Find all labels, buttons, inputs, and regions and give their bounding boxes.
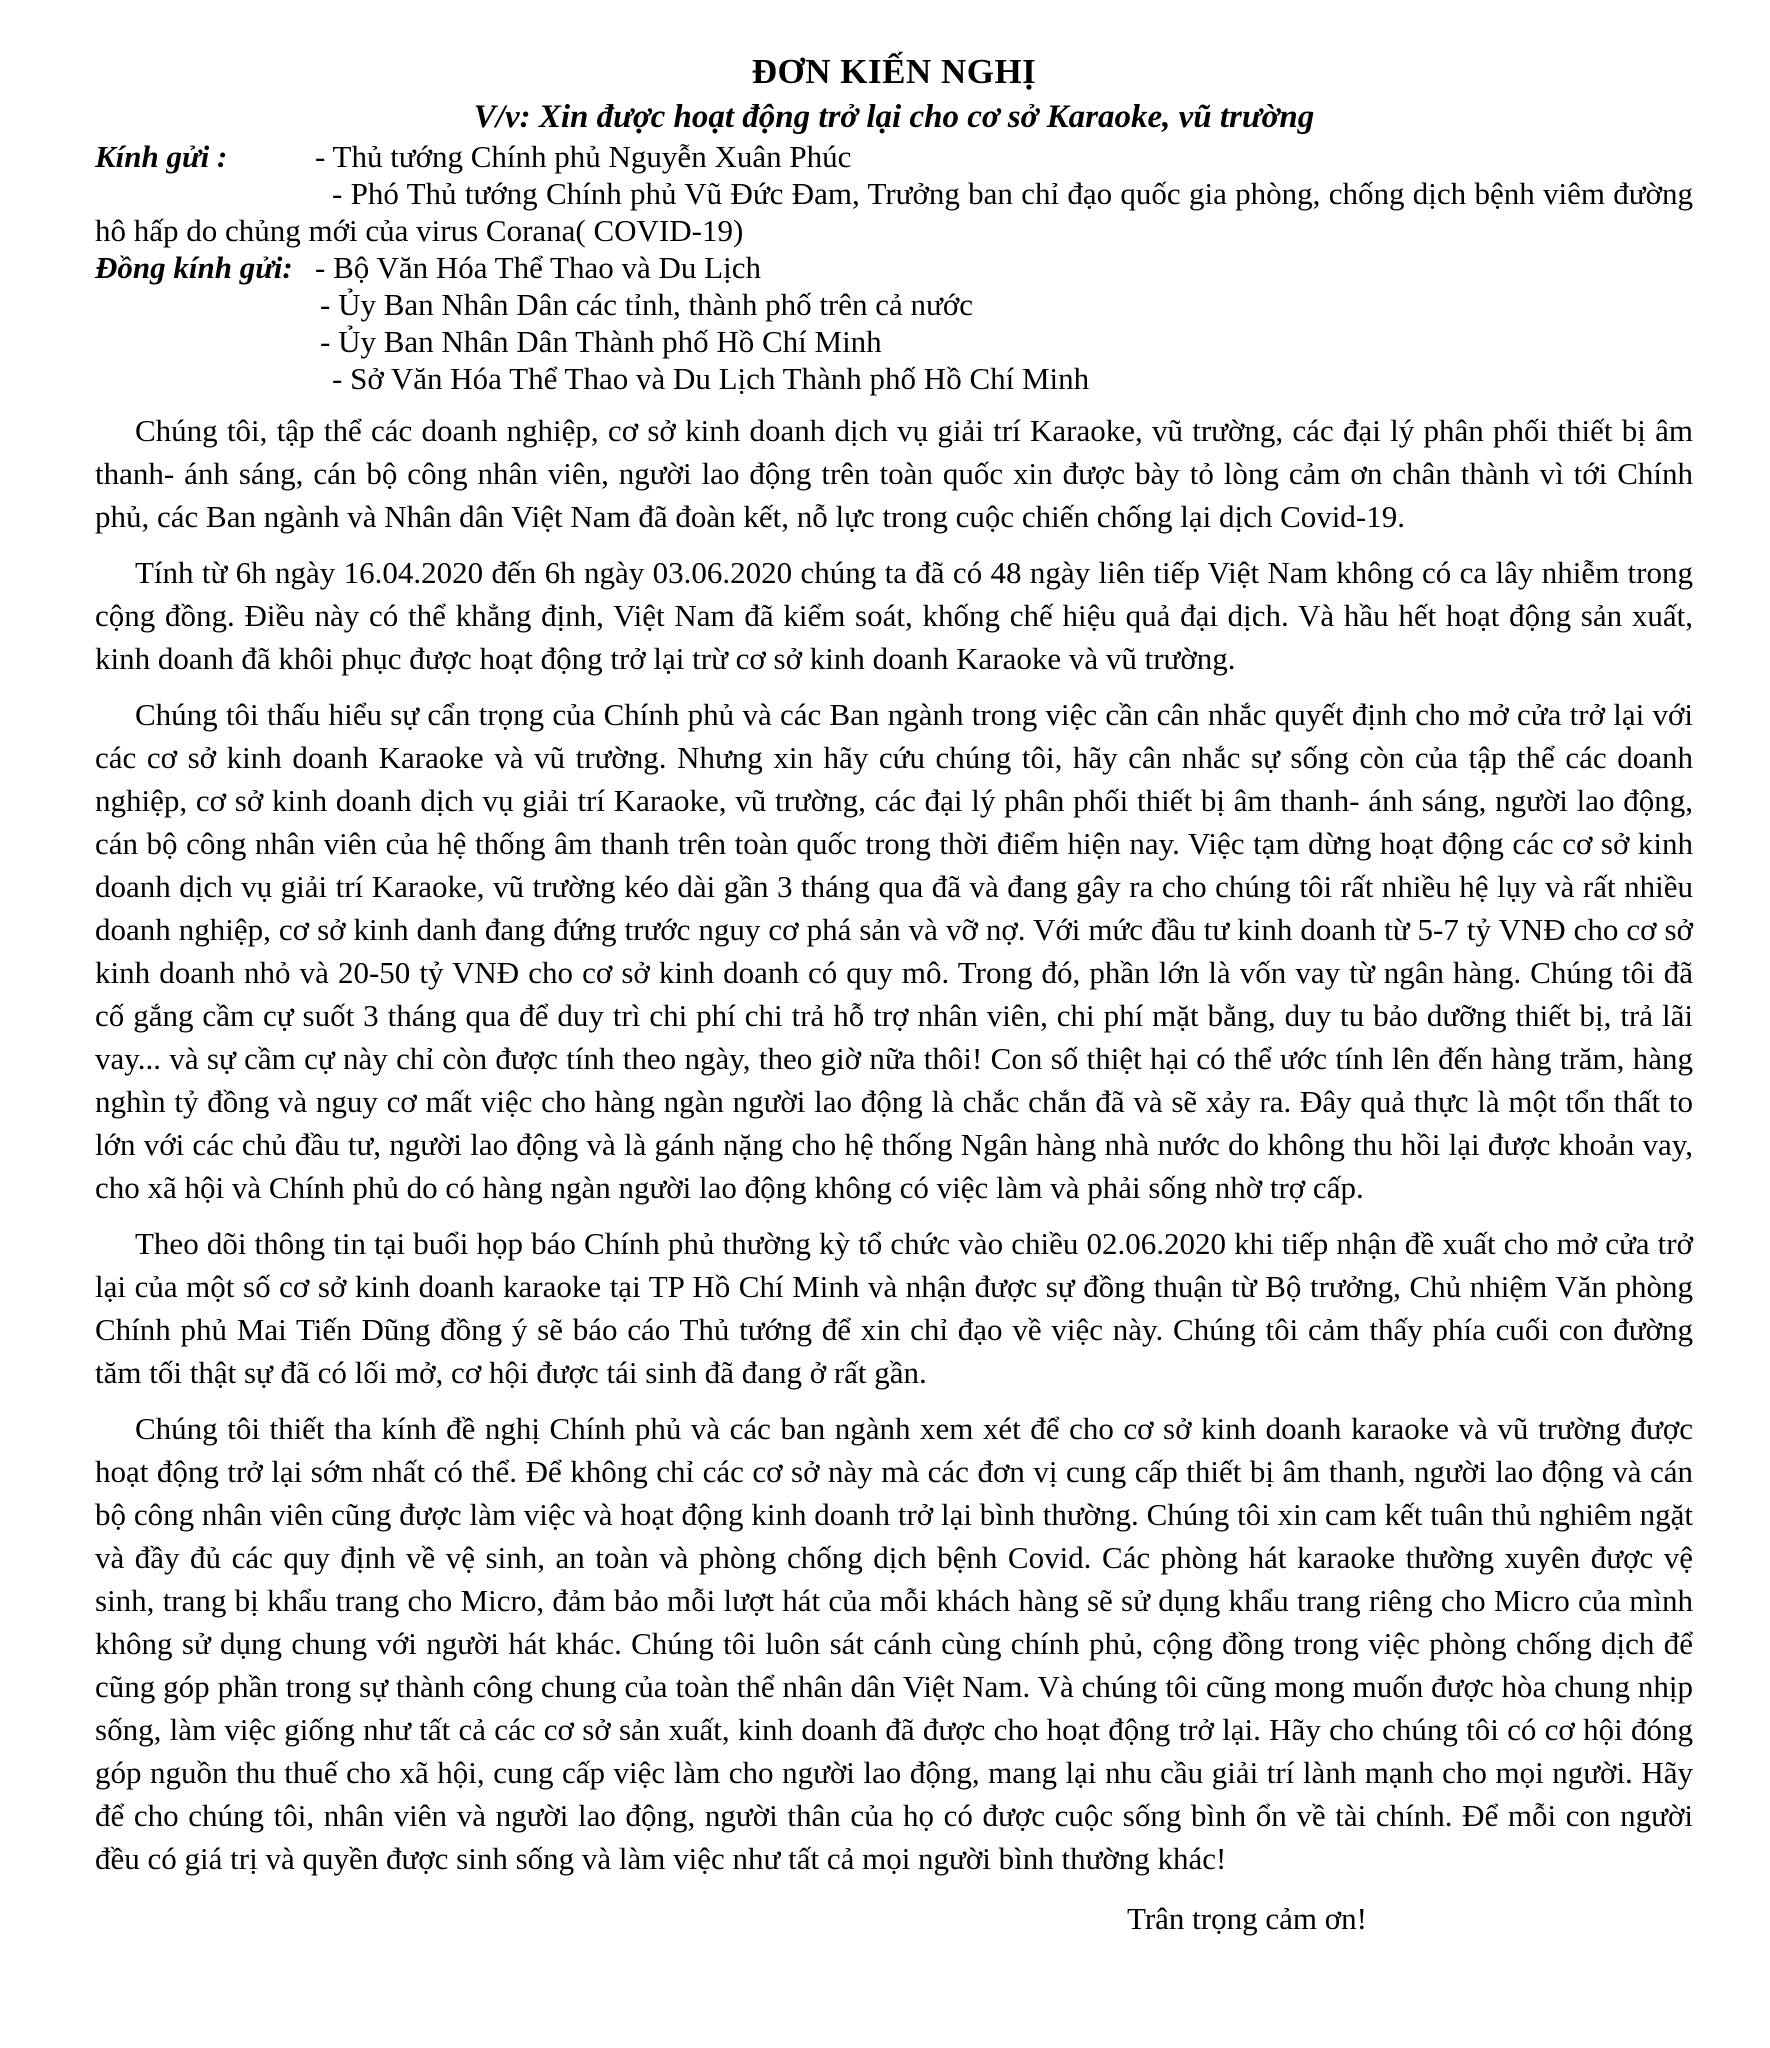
recipients-cc-label: Đồng kính gửi: bbox=[95, 250, 293, 285]
body-paragraph: Chúng tôi, tập thể các doanh nghiệp, cơ sở kinh doanh dịch vụ giải trí Karaoke, vũ trường, các đại lý phân phối thiết bị âm thanh- ánh sáng, cán bộ công nhân viên, người lao động trên toàn quốc xin được bày tỏ lòng cảm ơn chân thành vì tới Chính phủ, các Ban ngành và Nhân dân Việt Nam đã đoàn kết, nỗ lực trong cuộc chiến chống lại dịch Covid-19. bbox=[95, 413, 1693, 534]
recipients-primary-row bbox=[95, 138, 1693, 175]
recipient-line: - Sở Văn Hóa Thể Thao và Du Lịch Thành phố Hồ Chí Minh bbox=[332, 361, 1090, 396]
closing-salutation: Trân trọng cảm ơn! bbox=[1127, 1901, 1367, 1936]
body-paragraph: Tính từ 6h ngày 16.04.2020 đến 6h ngày 03.06.2020 chúng ta đã có 48 ngày liên tiếp Việt Nam không có ca lây nhiễm trong cộng đồng. Điều này có thể khẳng định, Việt Nam đã kiểm soát, khống chế hiệu quả đại dịch. Và hầu hết hoạt động sản xuất, kinh doanh đã khôi phục được hoạt động trở lại trừ cơ sở kinh doanh Karaoke và vũ trường. bbox=[95, 555, 1693, 676]
body-paragraph: Chúng tôi thiết tha kính đề nghị Chính phủ và các ban ngành xem xét để cho cơ sở kinh doanh karaoke và vũ trường được hoạt động trở lại sớm nhất có thể. Để không chỉ các cơ sở này mà các đơn vị cung cấp thiết bị âm thanh, người lao động và cán bộ công nhân viên cũng được làm việc và hoạt động kinh doanh trở lại bình thường. Chúng tôi xin cam kết tuân thủ nghiêm ngặt và đầy đủ các quy định về vệ sinh, an toàn và phòng chống dịch bệnh Covid. Các phòng hát karaoke thường xuyên được vệ sinh, trang bị khẩu trang cho Micro, đảm bảo mỗi lượt hát của mỗi khách hàng sẽ sử dụng khẩu trang riêng cho Micro của mình không sử dụng chung với người hát khác. Chúng tôi luôn sát cánh cùng chính phủ, cộng đồng trong việc phòng chống dịch để cũng góp phần trong sự thành công chung của toàn thể nhân dân Việt Nam. Và chúng tôi cũng mong muốn được hòa chung nhịp sống, làm việc giống như tất cả các cơ sở sản xuất, kinh doanh đã được cho hoạt động trở lại. Hãy cho chúng tôi có cơ hội đóng góp nguồn thu thuế cho xã hội, cung cấp việc làm cho người lao động, mang lại nhu cầu giải trí lành mạnh cho mọi người. Hãy để cho chúng tôi, nhân viên và người lao động, người thân của họ có được cuộc sống bình ổn về tài chính. Để mỗi con người đều có giá trị và quyền được sinh sống và làm việc như tất cả mọi người bình thường khác! bbox=[95, 1411, 1693, 1876]
document-subject: V/v: Xin được hoạt động trở lại cho cơ sở Karaoke, vũ trường bbox=[473, 99, 1315, 135]
body-paragraph: Chúng tôi thấu hiểu sự cẩn trọng của Chính phủ và các Ban ngành trong việc cần cân nhắc quyết định cho mở cửa trở lại với các cơ sở kinh doanh Karaoke và vũ trường. Nhưng xin hãy cứu chúng tôi, hãy cân nhắc sự sống còn của tập thể các doanh nghiệp, cơ sở kinh doanh dịch vụ giải trí Karaoke, vũ trường, các đại lý phân phối thiết bị âm thanh- ánh sáng, người lao động, cán bộ công nhân viên của hệ thống âm thanh trên toàn quốc trong thời điểm hiện nay. Việc tạm dừng hoạt động các cơ sở kinh doanh dịch vụ giải trí Karaoke, vũ trường kéo dài gần 3 tháng qua đã và đang gây ra cho chúng tôi rất nhiều hệ lụy và rất nhiều doanh nghiệp, cơ sở kinh danh đang đứng trước nguy cơ phá sản và vỡ nợ. Với mức đầu tư kinh doanh từ 5-7 tỷ VNĐ cho cơ sở kinh doanh nhỏ và 20-50 tỷ VNĐ cho cơ sở kinh doanh có quy mô. Trong đó, phần lớn là vốn vay từ ngân hàng. Chúng tôi đã cố gắng cầm cự suốt 3 tháng qua để duy trì chi phí chi trả hỗ trợ nhân viên, chi phí mặt bằng, duy tu bảo dưỡng thiết bị, trả lãi vay... và sự cầm cự này chỉ còn được tính theo ngày, theo giờ nữa thôi! Con số thiệt hại có thể ước tính lên đến hàng trăm, hàng nghìn tỷ đồng và nguy cơ mất việc cho hàng ngàn người lao động là chắc chắn đã và sẽ xảy ra. Đây quả thực là một tổn thất to lớn với các chủ đầu tư, người lao động và là gánh nặng cho hệ thống Ngân hàng nhà nước do không thu hồi lại được khoản vay, cho xã hội và Chính phủ do có hàng ngàn người lao động không có việc làm và phải sống nhờ trợ cấp. bbox=[95, 697, 1693, 1205]
recipient-line: - Thủ tướng Chính phủ Nguyễn Xuân Phúc bbox=[315, 139, 852, 174]
recipient-line: - Bộ Văn Hóa Thể Thao và Du Lịch bbox=[315, 250, 761, 285]
document-title: ĐƠN KIẾN NGHỊ bbox=[751, 52, 1037, 91]
body-paragraph: Theo dõi thông tin tại buổi họp báo Chính phủ thường kỳ tổ chức vào chiều 02.06.2020 khi tiếp nhận đề xuất cho mở cửa trở lại của một số cơ sở kinh doanh karaoke tại TP Hồ Chí Minh và nhận được sự đồng thuận từ Bộ trưởng, Chủ nhiệm Văn phòng Chính phủ Mai Tiến Dũng đồng ý sẽ báo cáo Thủ tướng để xin chỉ đạo về việc này. Chúng tôi cảm thấy phía cuối con đường tăm tối thật sự đã có lối mở, cơ hội được tái sinh đã đang ở rất gần. bbox=[95, 1226, 1693, 1390]
recipients-block bbox=[95, 138, 1693, 397]
recipient-line: - Phó Thủ tướng Chính phủ Vũ Đức Đam, Trưởng ban chỉ đạo quốc gia phòng, chống dịch bệnh viêm đường hô hấp do chủng mới của virus Corana( COVID-19) bbox=[95, 176, 1693, 248]
recipients-primary-label: Kính gửi : bbox=[95, 139, 228, 174]
recipient-line: - Ủy Ban Nhân Dân Thành phố Hồ Chí Minh bbox=[320, 324, 882, 359]
recipient-line: - Ủy Ban Nhân Dân các tỉnh, thành phố trên cả nước bbox=[320, 287, 973, 322]
recipients-cc-row bbox=[95, 249, 1693, 286]
